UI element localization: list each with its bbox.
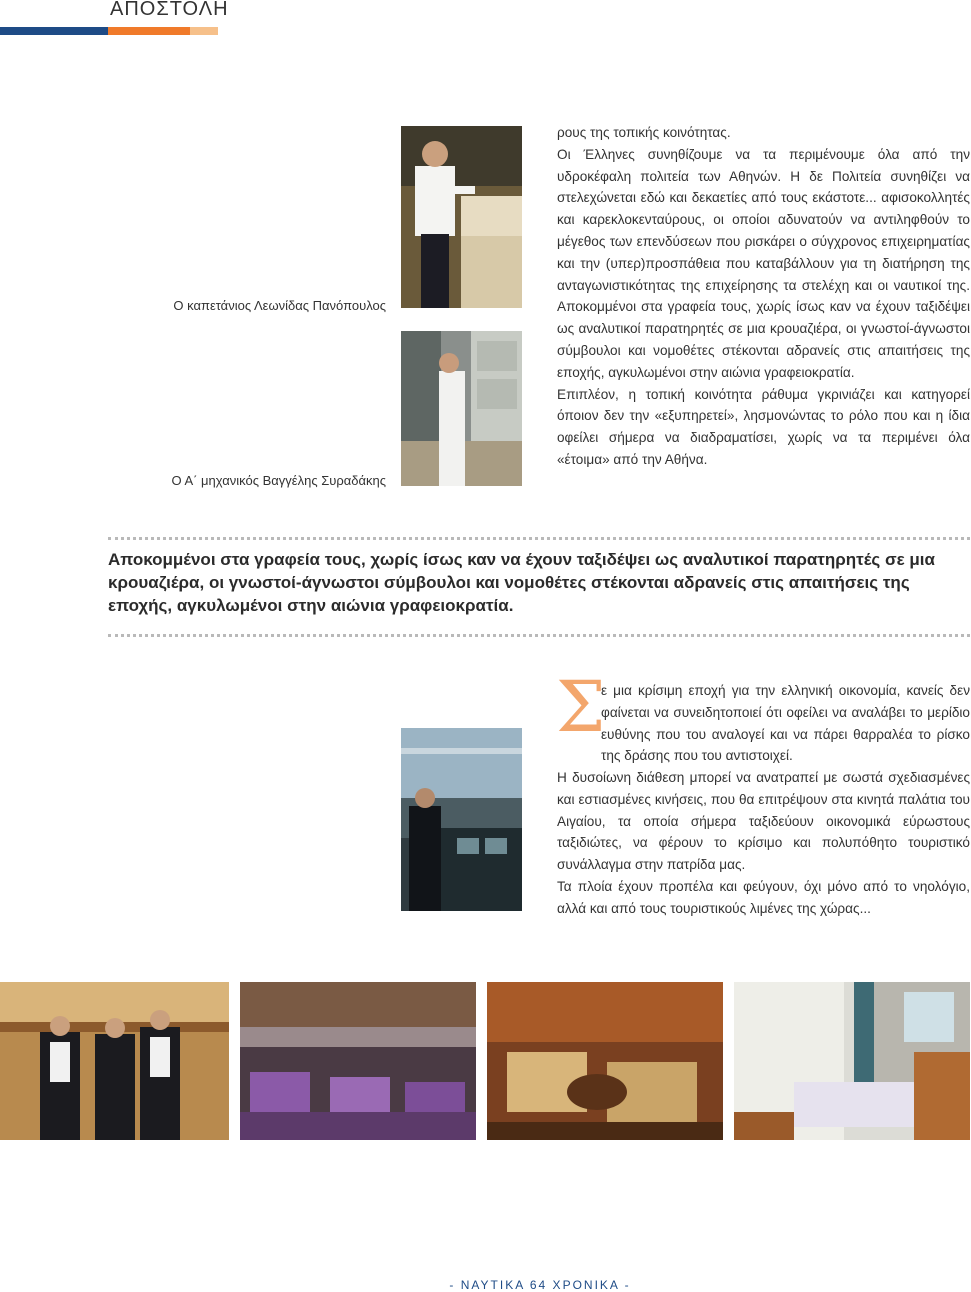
photo-engineer: [401, 331, 522, 486]
caption-engineer: Ο Α΄ μηχανικός Βαγγέλης Συραδάκης: [171, 473, 386, 488]
pull-quote: Αποκομμένοι στα γραφεία τους, χωρίς ίσως καν να έχουν ταξιδέψει ως αναλυτικοί παρατηρητές σε μια κρουαζιέρα, οι γνωστοί-άγνωστοι σύμβουλοι και νομοθέτες στέκονται αδρανείς στις απαιτήσεις της εποχής, αγκυλωμένοι στην αιώνια γραφειοκρατία.: [108, 550, 935, 615]
header-bar-light: [190, 27, 218, 35]
article-bottom-first-paragraph: ε μια κρίσιμη εποχή για την ελληνική οικονομία, κανείς δεν φαίνεται να συνειδητοποιεί ότι οφείλει να αναλάβει το μερίδιο ευθύνης που του αναλογεί και να πάρει θαρραλέα το ρίσκο της δράσης που του αντιστοιχεί.: [601, 683, 970, 764]
photo-bridge: [401, 728, 522, 911]
photo-crew: [0, 982, 229, 1140]
article-bottom-paragraph: Τα πλοία έχουν προπέλα και φεύγουν, όχι μόνο από το νηολόγιο, αλλά και από τους τουριστικούς λιμένες της χώρας...: [557, 878, 970, 916]
photo-lounge: [240, 982, 476, 1140]
section-title: ΑΠΟΣΤΟΛΗ: [110, 0, 229, 20]
article-bottom: [557, 767, 970, 920]
article-top-paragraph: Οι Έλληνες συνηθίζουμε να τα περιμένουμε όλα από την υδροκέφαλη πολιτεία των Αθηνών. Η δε Πολιτεία συνηθίζει να στελεχώνεται εδώ και δεκαετίες από τους εκάστοτε... αφισοκολλητές και καρεκλοκενταύρους, οι οποίοι αδυνατούν να αντιληφθούν το μέγεθος των επενδύσεων που ρισκάρει ο σύγχρονος επιχειρηματίας και την (υπερ)προσπάθεια που καταβάλλουν για τη διατήρηση της ανταγωνιστικότητας της επιχείρησης τα στελέχη και οι ναυτικοί της. Αποκομμένοι στα γραφεία τους, χωρίς ίσως καν να έχουν ταξιδέψει ως αναλυτικοί παρατηρητές σε μια κρουαζιέρα, οι γνωστοί-άγνωστοι σύμβουλοι και νομοθέτες στέκονται αδρανείς στις απαιτήσεις της εποχής, αγκυλωμένοι στην αιώνια γραφειοκρατία.: [557, 146, 970, 380]
article-bottom-paragraph: Η δυσοίωνη διάθεση μπορεί να ανατραπεί με σωστά σχεδιασμένες και εστιασμένες κινήσεις, που θα επιτρέψουν στα κινητά παλάτια του Αιγαίου, τα οποία σήμερα ταξιδεύουν οικονομικά εύρωστους ταξιδιώτες, να φέρουν το κρίσιμο και πολυπόθητο τουριστικό συνάλλαγμα στην πατρίδα μας.: [557, 770, 970, 873]
article-top: [557, 122, 970, 471]
header-bar-orange: [108, 27, 190, 35]
pull-quote-divider-bottom: [108, 634, 970, 637]
photo-captain: [401, 126, 522, 308]
dropcap: Σ: [556, 666, 606, 748]
article-top-paragraph: Επιπλέον, η τοπική κοινότητα ράθυμα γκρινιάζει και κατηγορεί όποιον δεν την «εξυπηρετεί», λησμονώντας το ρόλο που και η ίδια οφείλει σήμερα να διαδραματίσει, χωρίς να τα περιμένει όλα «έτοιμα» από την Αθήνα.: [557, 386, 970, 467]
header-bar-blue: [0, 27, 108, 35]
page-footer: - ΝΑΥΤΙΚΑ 64 ΧΡΟΝΙΚΑ -: [449, 1278, 631, 1292]
article-bottom-first: [601, 680, 970, 767]
pull-quote-divider-top: [108, 537, 970, 540]
photo-salon: [487, 982, 723, 1140]
article-top-paragraph: ρους της τοπικής κοινότητας.: [557, 125, 731, 140]
photo-cabin: [734, 982, 970, 1140]
caption-captain: Ο καπετάνιος Λεωνίδας Πανόπουλος: [173, 298, 386, 313]
